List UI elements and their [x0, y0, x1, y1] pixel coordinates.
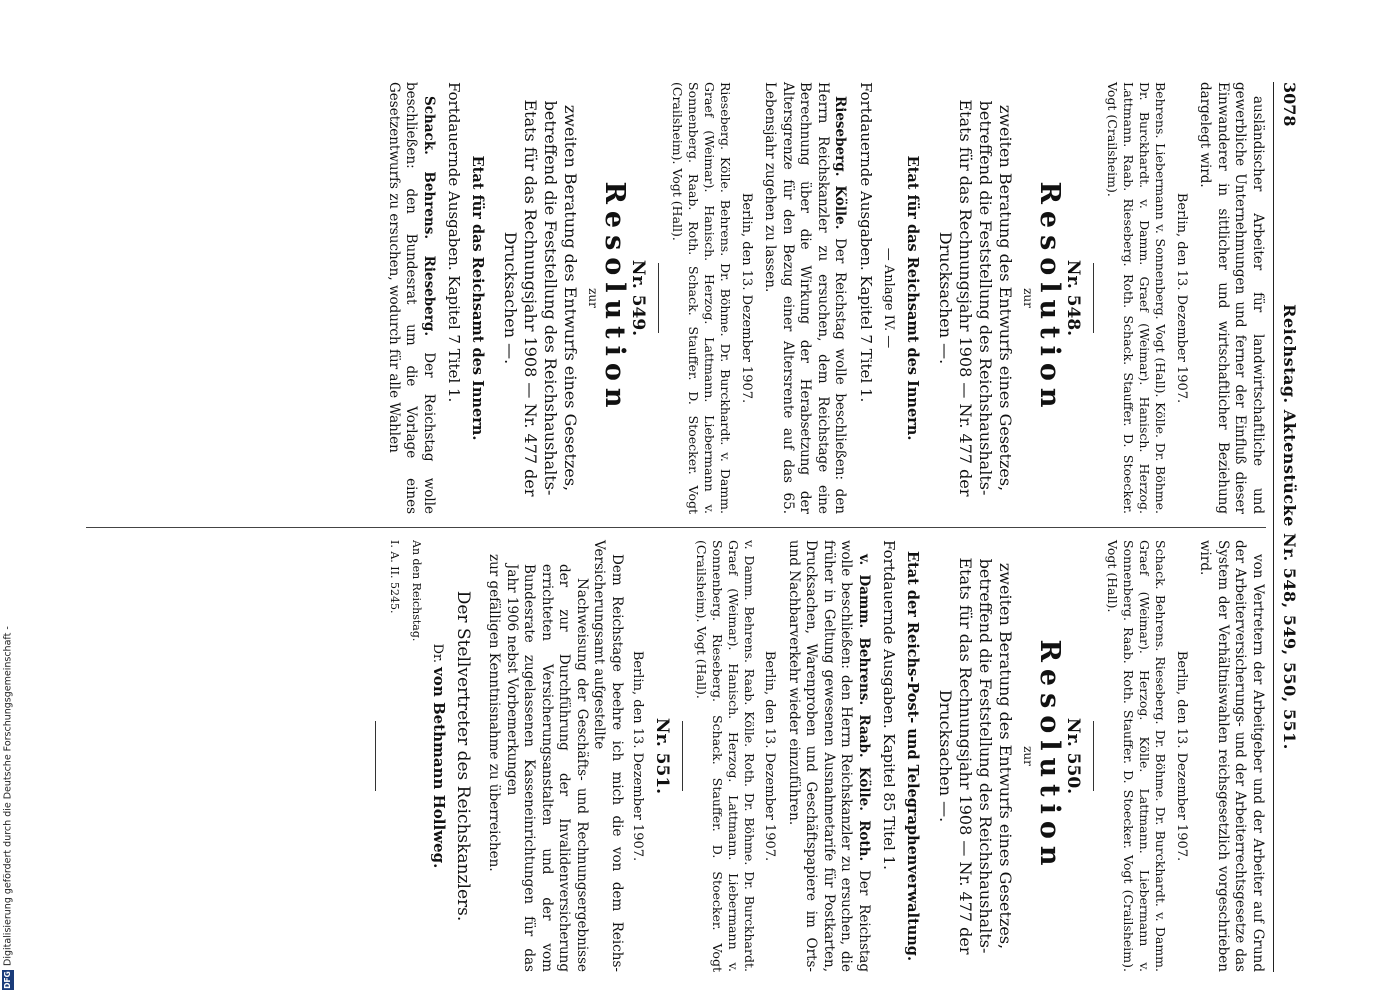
- signers: v. Damm. Behrens. Raab. Kölle. Roth. Dr. Böhme. Dr. Burckhardt. Graef (Weimar). Hanisch. Herzog. Lattmann. Liebermann v. Sonnenberg. Rieseberg. Schack. Stauffer. D. Stoecker. Vogt (Crailsheim). Vogt (Hall).: [694, 540, 757, 972]
- page-header: [1276, 82, 1298, 972]
- resolution-heading: Resolution: [599, 181, 630, 415]
- zur-label: zur: [1021, 746, 1036, 766]
- document-number: Nr. 548.: [1063, 259, 1084, 337]
- motion-movers: v. Damm. Behrens. Raab. Kölle. Roth.: [856, 554, 872, 862]
- expenditure-line: Fortdauernde Ausgaben. Kapitel 85 Titel 1.: [880, 540, 899, 870]
- signature-surname: von Bethmann Hollweg.: [430, 667, 449, 869]
- digitization-text: Digitalisierung gefördert durch die Deutsche Forschungsgemeinschaft -: [2, 626, 14, 966]
- date-line: Berlin, den 13. Dezember 1907.: [1174, 192, 1189, 404]
- document-548: [670, 82, 1082, 514]
- document-550: [693, 540, 1082, 972]
- motion-body: Der Reichstag wolle beschließen: den Herrn Reichskanzler zu ersuchen, die früher in Geltung gewesenen Ausnahmetarife für Postkarten, Drucksachen, Warenproben und Geschäftspapiere im Orts- und Nachbarverkehr wieder einzuführen.: [786, 540, 872, 972]
- right-column: [365, 540, 1266, 972]
- section-rule: [659, 263, 660, 333]
- reference-number: I. A. II. 5245.: [388, 540, 402, 614]
- letter-intro: Dem Reichstage beehre ich mich die von dem Reichs-Versicherungsamt aufgestellte: [591, 540, 625, 972]
- resolution-title: zweiten Beratung des Entwurfs eines Gesetzes, betreffend die Feststellung des Reichshaushalts-Etats für das Rechnungsjahr 1908 — Nr. 477 der Drucksachen —.: [936, 99, 1015, 497]
- document-549: [385, 82, 647, 514]
- expenditure-line: Fortdauernde Ausgaben. Kapitel 7 Titel 1.: [445, 82, 464, 403]
- date-line: Berlin, den 13. Dezember 1907.: [762, 650, 778, 862]
- signature-prefix: Dr.: [430, 643, 446, 663]
- header-rule: [1273, 82, 1274, 972]
- date-line: Berlin, den 13. Dezember 1907.: [1174, 650, 1189, 862]
- zur-label: zur: [1021, 288, 1036, 308]
- signers: Rieseberg. Kölle. Behrens. Dr. Böhme. Dr. Burckhardt. v. Damm. Graef (Weimar). Hanisch. Herzog. Lattmann. Liebermann v. Sonnenberg. Raab. Roth. Schack. Stauffer. D. Stoecker. Vogt (Crailsheim). Vogt (Hall).: [670, 82, 734, 514]
- etat-heading: Etat für das Reichsamt des Innern.: [904, 155, 921, 441]
- left-column: [385, 82, 1267, 514]
- date-line: Berlin, den 13. Dezember 1907.: [739, 192, 754, 404]
- letter-body: Nachweisung der Geschäfts- und Rechnungsergebnisse der zur Durchführung der Invalidenversicherung errichteten Versicherungsanstalten und der vom Bundesrate zugelassenen Kasseneinrichtungen für das Jahr 1906 nebst Vorbemerkungen: [504, 564, 590, 972]
- motion-body: Der Reichstag wolle beschließen: den Herrn Reichskanzler zu ersuchen, dem Reichstage eine Berechnung über die Wirkung der Herabsetzung der Altersgrenze für den Bezug einer Altersrente auf das 65. Lebensjahr zugehen zu lassen.: [762, 82, 849, 514]
- section-rule: [682, 721, 683, 791]
- letter-close: zur gefälligen Kenntnisnahme zu überreichen.: [486, 554, 503, 872]
- expenditure-line: Fortdauernde Ausgaben. Kapitel 7 Titel 1.: [857, 82, 875, 403]
- signature-name: [429, 540, 448, 972]
- page-number: 3078: [1280, 82, 1299, 127]
- resolution-title: zweiten Beratung des Entwurfs eines Gesetzes, betreffend die Feststellung des Reichshaushalts-Etats für das Rechnungsjahr 1908 — Nr. 477 der Drucksachen —.: [936, 557, 1015, 955]
- dfg-logo: DFG: [3, 971, 12, 989]
- motion-movers: Schack. Behrens. Rieseberg.: [421, 96, 437, 337]
- motion-text: [385, 82, 438, 514]
- signature-title: Der Stellvertreter des Reichskanzlers.: [453, 590, 473, 922]
- document-number: Nr. 550.: [1063, 717, 1084, 795]
- section-rule: [1094, 721, 1095, 791]
- etat-heading: Etat der Reichs-Post- und Telegraphenverwaltung.: [904, 550, 921, 961]
- running-title: Reichstag. Aktenstücke Nr. 548, 549, 550, 551.: [1280, 304, 1299, 750]
- digitization-note: [2, 626, 14, 990]
- motion-body: Der Reichstag wolle beschließen: den Bundesrat um die Vorlage eines Gesetzentwurfs zu ersuchen, wodurch für alle Wahlen: [386, 82, 437, 514]
- motion-text: [761, 82, 849, 514]
- column-divider: [86, 527, 1266, 528]
- motion-movers: Rieseberg. Kölle.: [832, 96, 849, 230]
- signers: Schack. Behrens. Rieseberg. Dr. Böhme. Dr. Burckhardt. v. Damm. Graef (Weimar). Herzog. Kölle. Lattmann. Liebermann v. Sonnenberg. Raab. Roth. Stauffer. D. Stoecker. Vogt (Crailsheim). Vogt (Hall).: [1105, 540, 1169, 972]
- signers: Behrens. Liebermann v. Sonnenberg. Vogt (Hall). Kölle. Dr. Böhme. Dr. Burckhardt. v. Damm. Graef (Weimar). Hanisch. Herzog. Lattmann. Raab. Rieseberg. Roth. Schack. Stauffer. D. Stoecker. Vogt (Crailsheim).: [1105, 82, 1169, 514]
- etat-heading: Etat für das Reichsamt des Innern.: [469, 155, 486, 441]
- anlage-label: — Anlage IV. —: [881, 247, 897, 349]
- date-line: Berlin, den 13. Dezember 1907.: [630, 650, 646, 862]
- carryover-text: von Vertretern der Arbeitgeber und der Arbeiter auf Grund der Arbeiterversicherungs- und der Arbeiterrechtsgesetze das System der Verhältniswahlen reichsgesetzlich vorgeschrieben wird.: [1197, 540, 1266, 972]
- document-number: Nr. 551.: [652, 717, 672, 795]
- section-rule: [375, 721, 376, 791]
- motion-text: [785, 540, 873, 972]
- section-rule: [1094, 263, 1095, 333]
- zur-label: zur: [586, 288, 601, 308]
- document-551: [375, 540, 670, 972]
- resolution-heading: Resolution: [1034, 639, 1065, 873]
- resolution-heading: Resolution: [1034, 181, 1065, 415]
- addressee: An den Reichstag.: [410, 540, 423, 642]
- rotated-page: [80, 82, 1300, 972]
- document-number: Nr. 549.: [628, 259, 649, 337]
- resolution-title: zweiten Beratung des Entwurfs eines Gesetzes, betreffend die Feststellung des Reichshaushalts-Etats für das Rechnungsjahr 1908 — Nr. 477 der Drucksachen —.: [501, 99, 580, 497]
- carryover-text: ausländischer Arbeiter für landwirtschaftliche und gewerbliche Unternehmungen und ferner der Einfluß dieser Einwanderer in sittlicher und wirtschaftlicher Beziehung dargelegt wird.: [1197, 82, 1266, 514]
